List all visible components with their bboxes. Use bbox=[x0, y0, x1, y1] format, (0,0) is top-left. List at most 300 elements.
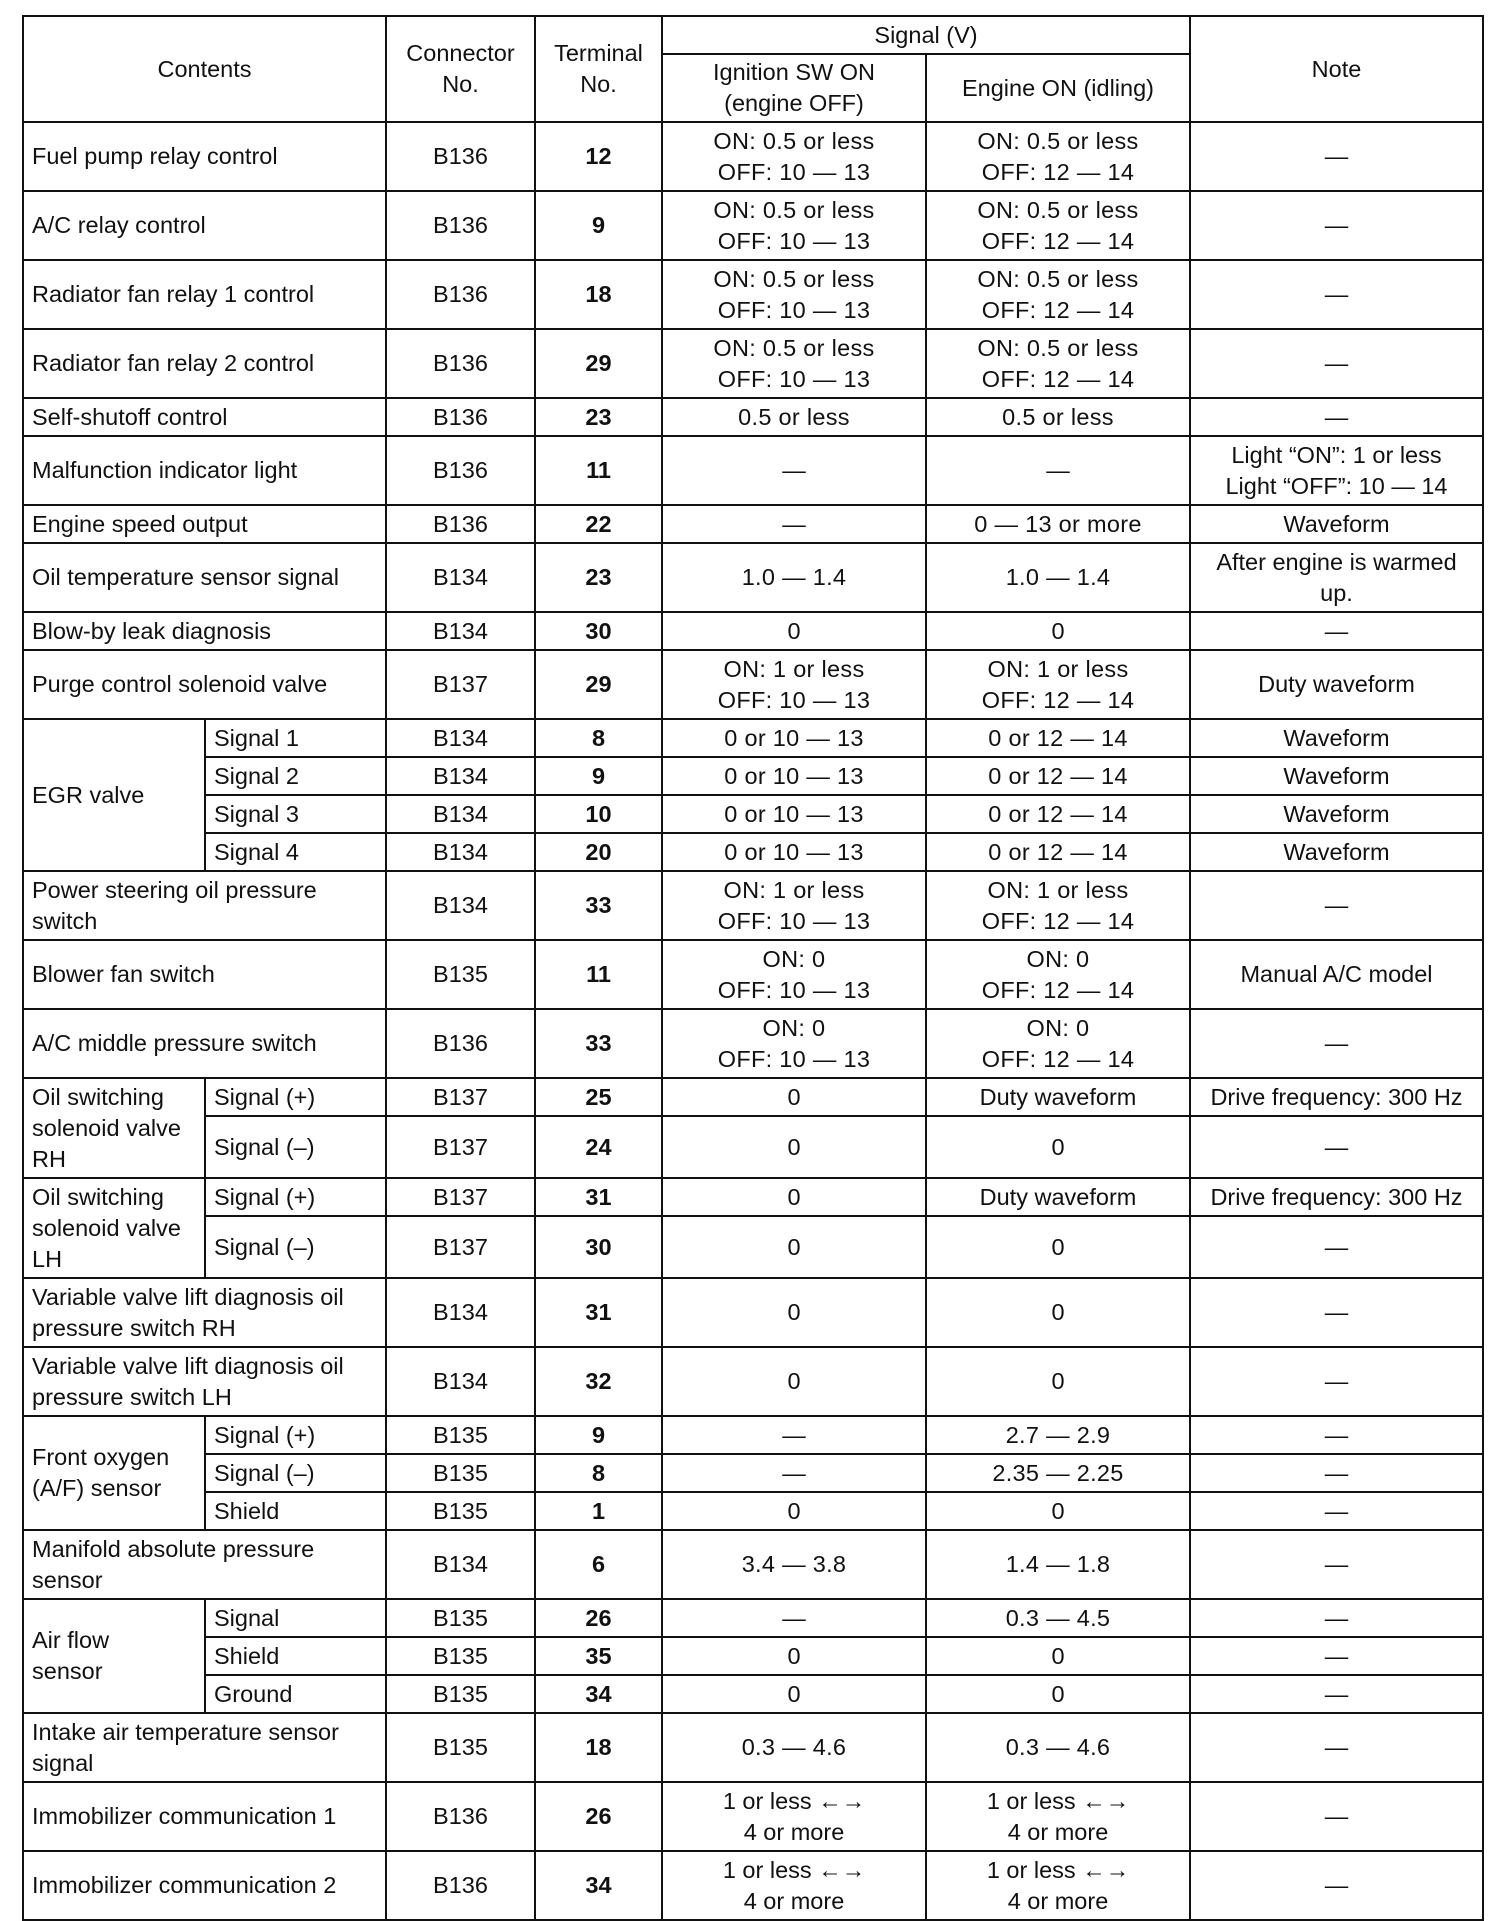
ignition-signal-cell: 0 bbox=[662, 1637, 926, 1675]
cell-line: After engine is warmed bbox=[1216, 548, 1457, 575]
cell-line: ON: 0.5 or less bbox=[713, 196, 875, 223]
terminal-cell: 34 bbox=[535, 1851, 662, 1920]
connector-cell: B136 bbox=[386, 122, 535, 191]
connector-cell: B137 bbox=[386, 650, 535, 719]
connector-cell: B136 bbox=[386, 1009, 535, 1078]
subitem-cell: Signal (–) bbox=[205, 1454, 386, 1492]
cell-line: ON: 0.5 or less bbox=[713, 127, 875, 154]
cell-line: Radiator fan relay 2 control bbox=[32, 350, 315, 376]
engine-signal-cell bbox=[926, 329, 1190, 398]
note-cell bbox=[1190, 612, 1483, 650]
ignition-signal-cell bbox=[662, 1530, 926, 1599]
cell-line: OFF: 12 — 14 bbox=[981, 686, 1135, 713]
engine-signal-cell bbox=[926, 1009, 1190, 1078]
contents-cell bbox=[23, 191, 386, 260]
ignition-signal-cell bbox=[662, 871, 926, 940]
connector-cell: B137 bbox=[386, 1078, 535, 1116]
contents-cell bbox=[23, 122, 386, 191]
table-row bbox=[23, 1713, 1483, 1782]
connector-cell: B135 bbox=[386, 1416, 535, 1454]
engine-signal-cell bbox=[926, 505, 1190, 543]
terminal-cell: 12 bbox=[535, 122, 662, 191]
terminal-cell: 29 bbox=[535, 650, 662, 719]
cell-line: Front oxygen bbox=[32, 1444, 170, 1470]
note-cell bbox=[1190, 940, 1483, 1009]
cell-line: 0.3 — 4.6 bbox=[741, 1734, 847, 1760]
ignition-signal-cell bbox=[662, 329, 926, 398]
table-row bbox=[23, 505, 1483, 543]
subitem-cell: Shield bbox=[205, 1637, 386, 1675]
engine-signal-cell: 0 bbox=[926, 1675, 1190, 1713]
subitem-cell: Signal (–) bbox=[205, 1116, 386, 1178]
ignition-signal-cell: — bbox=[662, 1599, 926, 1637]
note-cell: — bbox=[1190, 1216, 1483, 1278]
note-cell bbox=[1190, 871, 1483, 940]
cell-line: OFF: 10 — 13 bbox=[717, 227, 871, 254]
terminal-cell: 35 bbox=[535, 1637, 662, 1675]
cell-line: 0.5 or less bbox=[1002, 403, 1114, 430]
ignition-signal-cell: — bbox=[662, 1454, 926, 1492]
cell-line: switch bbox=[32, 907, 98, 934]
connector-cell: B134 bbox=[386, 543, 535, 612]
cell-line: 1 or less ←→ bbox=[986, 1856, 1130, 1883]
cell-line: 1 or less ←→ bbox=[986, 1787, 1130, 1814]
subitem-cell: Signal (+) bbox=[205, 1416, 386, 1454]
cell-line: 0 bbox=[1051, 617, 1065, 644]
note-cell bbox=[1190, 260, 1483, 329]
terminal-cell: 10 bbox=[535, 795, 662, 833]
header-ignition-on: Ignition SW ON (engine OFF) bbox=[662, 54, 926, 122]
engine-signal-cell bbox=[926, 612, 1190, 650]
cell-line: — bbox=[1324, 143, 1349, 169]
cell-line: 0.3 — 4.6 bbox=[1005, 1734, 1111, 1760]
connector-cell: B135 bbox=[386, 1599, 535, 1637]
ignition-signal-cell bbox=[662, 260, 926, 329]
terminal-cell: 11 bbox=[535, 940, 662, 1009]
connector-cell: B135 bbox=[386, 1637, 535, 1675]
cell-line: OFF: 10 — 13 bbox=[717, 1045, 871, 1072]
connector-cell: B134 bbox=[386, 1278, 535, 1347]
contents-cell bbox=[23, 1347, 386, 1416]
cell-line: 3.4 — 3.8 bbox=[741, 1551, 847, 1577]
engine-signal-cell: 0 bbox=[926, 1637, 1190, 1675]
note-cell: Waveform bbox=[1190, 833, 1483, 871]
engine-signal-cell bbox=[926, 1347, 1190, 1416]
cell-line: Blower fan switch bbox=[32, 961, 215, 987]
contents-cell bbox=[23, 1009, 386, 1078]
cell-line: Duty waveform bbox=[1258, 671, 1415, 697]
cell-line: — bbox=[1324, 281, 1349, 307]
cell-line: — bbox=[1046, 457, 1070, 483]
connector-cell: B134 bbox=[386, 1347, 535, 1416]
table-row bbox=[23, 1530, 1483, 1599]
note-cell bbox=[1190, 329, 1483, 398]
cell-line: ON: 0.5 or less bbox=[977, 196, 1139, 223]
cell-line: Self-shutoff control bbox=[32, 403, 228, 430]
engine-signal-cell bbox=[926, 1851, 1190, 1920]
note-cell bbox=[1190, 191, 1483, 260]
connector-cell: B135 bbox=[386, 940, 535, 1009]
cell-line: Immobilizer communication 1 bbox=[32, 1803, 337, 1829]
cell-line: OFF: 12 — 14 bbox=[981, 296, 1135, 323]
table-row bbox=[23, 1216, 1483, 1278]
engine-signal-cell bbox=[926, 436, 1190, 505]
table-row bbox=[23, 833, 1483, 871]
subitem-cell: Shield bbox=[205, 1492, 386, 1530]
cell-line: OFF: 10 — 13 bbox=[717, 976, 871, 1003]
cell-line: OFF: 12 — 14 bbox=[981, 907, 1135, 934]
group-label-front-oxygen-sensor bbox=[23, 1416, 205, 1530]
cell-line: signal bbox=[32, 1749, 94, 1776]
engine-signal-cell bbox=[926, 1782, 1190, 1851]
note-cell: — bbox=[1190, 1637, 1483, 1675]
cell-line: Air flow bbox=[32, 1627, 110, 1653]
subitem-cell: Signal (+) bbox=[205, 1178, 386, 1216]
subitem-cell: Signal 3 bbox=[205, 795, 386, 833]
connector-cell: B137 bbox=[386, 1216, 535, 1278]
cell-line: pressure switch LH bbox=[32, 1383, 232, 1410]
engine-signal-cell: 0 or 12 — 14 bbox=[926, 795, 1190, 833]
connector-cell: B134 bbox=[386, 795, 535, 833]
cell-line: OFF: 10 — 13 bbox=[717, 158, 871, 185]
connector-cell: B137 bbox=[386, 1178, 535, 1216]
cell-line: OFF: 10 — 13 bbox=[717, 365, 871, 392]
subitem-cell: Signal 2 bbox=[205, 757, 386, 795]
ignition-signal-cell: 0 or 10 — 13 bbox=[662, 757, 926, 795]
ignition-signal-cell bbox=[662, 1782, 926, 1851]
contents-cell bbox=[23, 1713, 386, 1782]
connector-cell: B136 bbox=[386, 191, 535, 260]
connector-cell: B135 bbox=[386, 1675, 535, 1713]
ignition-signal-cell bbox=[662, 1009, 926, 1078]
cell-line: sensor bbox=[32, 1566, 103, 1593]
cell-line: — bbox=[1324, 1030, 1349, 1056]
table-row bbox=[23, 940, 1483, 1009]
cell-line: Radiator fan relay 1 control bbox=[32, 281, 315, 307]
note-cell bbox=[1190, 1851, 1483, 1920]
table-row bbox=[23, 1116, 1483, 1178]
cell-line: 4 or more bbox=[1007, 1887, 1109, 1914]
table-row bbox=[23, 1278, 1483, 1347]
cell-line: Light “OFF”: 10 — 14 bbox=[1225, 472, 1448, 499]
connector-cell: B137 bbox=[386, 1116, 535, 1178]
table-row bbox=[23, 795, 1483, 833]
connector-cell: B135 bbox=[386, 1454, 535, 1492]
note-cell bbox=[1190, 543, 1483, 612]
engine-signal-cell bbox=[926, 1530, 1190, 1599]
connector-cell: B136 bbox=[386, 1851, 535, 1920]
cell-line: 4 or more bbox=[743, 1818, 845, 1845]
cell-line: ON: 0 bbox=[762, 1014, 826, 1041]
cell-line: Blow-by leak diagnosis bbox=[32, 617, 272, 644]
engine-signal-cell bbox=[926, 1278, 1190, 1347]
engine-signal-cell bbox=[926, 940, 1190, 1009]
table-row bbox=[23, 719, 1483, 757]
terminal-cell: 34 bbox=[535, 1675, 662, 1713]
note-cell: — bbox=[1190, 1116, 1483, 1178]
cell-line: OFF: 10 — 13 bbox=[717, 907, 871, 934]
connector-cell: B135 bbox=[386, 1713, 535, 1782]
group-label-oil-switching-lh bbox=[23, 1178, 205, 1278]
table-row bbox=[23, 436, 1483, 505]
cell-line: 4 or more bbox=[1007, 1818, 1109, 1845]
cell-line: Waveform bbox=[1283, 510, 1390, 537]
terminal-cell: 18 bbox=[535, 1713, 662, 1782]
terminal-cell: 33 bbox=[535, 1009, 662, 1078]
note-cell: — bbox=[1190, 1675, 1483, 1713]
engine-signal-cell: 0.3 — 4.5 bbox=[926, 1599, 1190, 1637]
note-cell: — bbox=[1190, 1492, 1483, 1530]
header-contents: Contents bbox=[23, 16, 386, 122]
engine-signal-cell bbox=[926, 122, 1190, 191]
cell-line: 0 bbox=[1051, 1299, 1065, 1325]
engine-signal-cell: 0 bbox=[926, 1116, 1190, 1178]
cell-line: Power steering oil pressure bbox=[32, 876, 317, 903]
cell-line: 0 — 13 or more bbox=[974, 510, 1142, 537]
contents-cell bbox=[23, 1782, 386, 1851]
cell-line: Fuel pump relay control bbox=[32, 143, 278, 169]
note-cell bbox=[1190, 1782, 1483, 1851]
note-cell bbox=[1190, 436, 1483, 505]
cell-line: OFF: 12 — 14 bbox=[981, 365, 1135, 392]
header-connector: Connector No. bbox=[386, 16, 535, 122]
note-cell: Waveform bbox=[1190, 757, 1483, 795]
cell-line: — bbox=[782, 510, 806, 537]
ignition-signal-cell bbox=[662, 122, 926, 191]
header-engine-on: Engine ON (idling) bbox=[926, 54, 1190, 122]
terminal-cell: 8 bbox=[535, 719, 662, 757]
ignition-signal-cell: 0 bbox=[662, 1675, 926, 1713]
table-row bbox=[23, 1009, 1483, 1078]
cell-line: OFF: 12 — 14 bbox=[981, 158, 1135, 185]
terminal-cell: 1 bbox=[535, 1492, 662, 1530]
engine-signal-cell: 0 or 12 — 14 bbox=[926, 719, 1190, 757]
cell-line: ON: 0.5 or less bbox=[713, 334, 875, 361]
ignition-signal-cell: 0 bbox=[662, 1492, 926, 1530]
contents-cell bbox=[23, 1851, 386, 1920]
cell-line: — bbox=[1324, 617, 1349, 644]
cell-line: 0 bbox=[787, 1368, 801, 1394]
contents-cell bbox=[23, 940, 386, 1009]
engine-signal-cell: 0 or 12 — 14 bbox=[926, 833, 1190, 871]
terminal-cell: 33 bbox=[535, 871, 662, 940]
connector-cell: B136 bbox=[386, 398, 535, 436]
cell-line: 1.0 — 1.4 bbox=[1005, 564, 1111, 590]
engine-signal-cell bbox=[926, 1713, 1190, 1782]
cell-line: Malfunction indicator light bbox=[32, 457, 298, 483]
engine-signal-cell: Duty waveform bbox=[926, 1078, 1190, 1116]
cell-line: ON: 1 or less bbox=[987, 655, 1129, 682]
terminal-cell: 9 bbox=[535, 757, 662, 795]
terminal-cell: 30 bbox=[535, 612, 662, 650]
terminal-cell: 20 bbox=[535, 833, 662, 871]
note-cell bbox=[1190, 505, 1483, 543]
terminal-cell: 26 bbox=[535, 1599, 662, 1637]
connector-cell: B134 bbox=[386, 719, 535, 757]
ignition-signal-cell: 0 bbox=[662, 1178, 926, 1216]
note-cell bbox=[1190, 1009, 1483, 1078]
ignition-signal-cell bbox=[662, 191, 926, 260]
engine-signal-cell: Duty waveform bbox=[926, 1178, 1190, 1216]
terminal-cell: 26 bbox=[535, 1782, 662, 1851]
engine-signal-cell: 0 or 12 — 14 bbox=[926, 757, 1190, 795]
terminal-cell: 8 bbox=[535, 1454, 662, 1492]
cell-line: Oil switching bbox=[32, 1183, 164, 1210]
cell-line: Immobilizer communication 2 bbox=[32, 1872, 337, 1898]
note-cell bbox=[1190, 1713, 1483, 1782]
ignition-signal-cell: 0 or 10 — 13 bbox=[662, 719, 926, 757]
cell-line: — bbox=[1324, 1551, 1349, 1577]
terminal-cell: 32 bbox=[535, 1347, 662, 1416]
terminal-cell: 9 bbox=[535, 1416, 662, 1454]
subitem-cell: Signal bbox=[205, 1599, 386, 1637]
cell-line: ON: 0.5 or less bbox=[977, 265, 1139, 292]
ignition-signal-cell bbox=[662, 612, 926, 650]
cell-line: solenoid valve bbox=[32, 1114, 181, 1141]
cell-line: A/C relay control bbox=[32, 212, 206, 238]
engine-signal-cell: 2.7 — 2.9 bbox=[926, 1416, 1190, 1454]
cell-line: sensor bbox=[32, 1658, 103, 1684]
cell-line: — bbox=[1324, 1734, 1349, 1760]
note-cell bbox=[1190, 398, 1483, 436]
cell-line: Manifold absolute pressure bbox=[32, 1535, 315, 1562]
table-row bbox=[23, 260, 1483, 329]
engine-signal-cell bbox=[926, 398, 1190, 436]
note-cell bbox=[1190, 1530, 1483, 1599]
note-cell: — bbox=[1190, 1454, 1483, 1492]
engine-signal-cell bbox=[926, 191, 1190, 260]
header-signal: Signal (V) bbox=[662, 16, 1190, 54]
table-row bbox=[23, 1454, 1483, 1492]
cell-line: Manual A/C model bbox=[1240, 961, 1433, 987]
header-terminal: Terminal No. bbox=[535, 16, 662, 122]
ignition-signal-cell: 0 bbox=[662, 1116, 926, 1178]
cell-line: Purge control solenoid valve bbox=[32, 671, 328, 697]
ignition-signal-cell: 0 bbox=[662, 1216, 926, 1278]
table-row bbox=[23, 1782, 1483, 1851]
cell-line: — bbox=[1324, 1299, 1349, 1325]
note-cell: Waveform bbox=[1190, 795, 1483, 833]
contents-cell bbox=[23, 612, 386, 650]
cell-line: pressure switch RH bbox=[32, 1314, 236, 1341]
group-label-oil-switching-rh bbox=[23, 1078, 205, 1178]
contents-cell bbox=[23, 260, 386, 329]
terminal-cell: 22 bbox=[535, 505, 662, 543]
engine-signal-cell bbox=[926, 650, 1190, 719]
cell-line: 0 bbox=[787, 1299, 801, 1325]
engine-signal-cell: 2.35 — 2.25 bbox=[926, 1454, 1190, 1492]
ignition-signal-cell bbox=[662, 505, 926, 543]
engine-signal-cell bbox=[926, 543, 1190, 612]
cell-line: EGR valve bbox=[32, 781, 145, 808]
contents-cell bbox=[23, 505, 386, 543]
cell-line: OFF: 12 — 14 bbox=[981, 1045, 1135, 1072]
ignition-signal-cell: 0 or 10 — 13 bbox=[662, 833, 926, 871]
cell-line: — bbox=[1324, 403, 1349, 430]
cell-line: OFF: 10 — 13 bbox=[717, 296, 871, 323]
table-row bbox=[23, 122, 1483, 191]
group-label-air-flow-sensor bbox=[23, 1599, 205, 1713]
cell-line: — bbox=[1324, 1803, 1349, 1829]
note-cell bbox=[1190, 1278, 1483, 1347]
cell-line: 0.5 or less bbox=[738, 403, 850, 430]
table-row bbox=[23, 543, 1483, 612]
ignition-signal-cell bbox=[662, 436, 926, 505]
cell-line: 1 or less ←→ bbox=[722, 1787, 866, 1814]
ignition-signal-cell bbox=[662, 1851, 926, 1920]
connector-cell: B136 bbox=[386, 436, 535, 505]
table-row bbox=[23, 1637, 1483, 1675]
connector-cell: B134 bbox=[386, 833, 535, 871]
cell-line: Oil temperature sensor signal bbox=[32, 564, 339, 590]
subitem-cell: Signal (–) bbox=[205, 1216, 386, 1278]
cell-line: ON: 0.5 or less bbox=[977, 334, 1139, 361]
connector-cell: B134 bbox=[386, 612, 535, 650]
contents-cell bbox=[23, 436, 386, 505]
subitem-cell: Signal 1 bbox=[205, 719, 386, 757]
ignition-signal-cell: — bbox=[662, 1416, 926, 1454]
cell-line: — bbox=[1324, 1872, 1349, 1898]
table-row bbox=[23, 1599, 1483, 1637]
cell-line: — bbox=[1324, 212, 1349, 238]
terminal-cell: 30 bbox=[535, 1216, 662, 1278]
contents-cell bbox=[23, 329, 386, 398]
note-cell: — bbox=[1190, 1599, 1483, 1637]
cell-line: Oil switching bbox=[32, 1083, 164, 1110]
table-row bbox=[23, 1078, 1483, 1116]
table-row bbox=[23, 650, 1483, 719]
table-row bbox=[23, 612, 1483, 650]
note-cell bbox=[1190, 122, 1483, 191]
connector-cell: B134 bbox=[386, 757, 535, 795]
terminal-cell: 25 bbox=[535, 1078, 662, 1116]
cell-line: ON: 1 or less bbox=[723, 655, 865, 682]
cell-line: — bbox=[1324, 350, 1349, 376]
terminal-cell: 23 bbox=[535, 543, 662, 612]
table-row bbox=[23, 1851, 1483, 1920]
cell-line: LH bbox=[32, 1245, 63, 1272]
cell-line: 1.0 — 1.4 bbox=[741, 564, 847, 590]
cell-line: — bbox=[1324, 892, 1349, 918]
contents-cell bbox=[23, 1278, 386, 1347]
connector-cell: B136 bbox=[386, 260, 535, 329]
cell-line: ON: 1 or less bbox=[723, 876, 865, 903]
cell-line: solenoid valve bbox=[32, 1214, 181, 1241]
table-row bbox=[23, 329, 1483, 398]
cell-line: ON: 0.5 or less bbox=[713, 265, 875, 292]
contents-cell bbox=[23, 650, 386, 719]
connector-cell: B136 bbox=[386, 1782, 535, 1851]
note-cell: — bbox=[1190, 1416, 1483, 1454]
cell-line: Engine speed output bbox=[32, 510, 248, 537]
cell-line: A/C middle pressure switch bbox=[32, 1030, 317, 1056]
engine-signal-cell: 0 bbox=[926, 1492, 1190, 1530]
ignition-signal-cell bbox=[662, 940, 926, 1009]
group-label-egr-valve bbox=[23, 719, 205, 871]
contents-cell bbox=[23, 543, 386, 612]
ignition-signal-cell bbox=[662, 1278, 926, 1347]
table-row bbox=[23, 1347, 1483, 1416]
terminal-cell: 23 bbox=[535, 398, 662, 436]
table-row bbox=[23, 398, 1483, 436]
cell-line: Intake air temperature sensor bbox=[32, 1718, 339, 1745]
cell-line: ON: 0 bbox=[762, 945, 826, 972]
ignition-signal-cell: 0 bbox=[662, 1078, 926, 1116]
connector-cell: B136 bbox=[386, 505, 535, 543]
ignition-signal-cell: 0 or 10 — 13 bbox=[662, 795, 926, 833]
terminal-cell: 24 bbox=[535, 1116, 662, 1178]
engine-signal-cell bbox=[926, 260, 1190, 329]
